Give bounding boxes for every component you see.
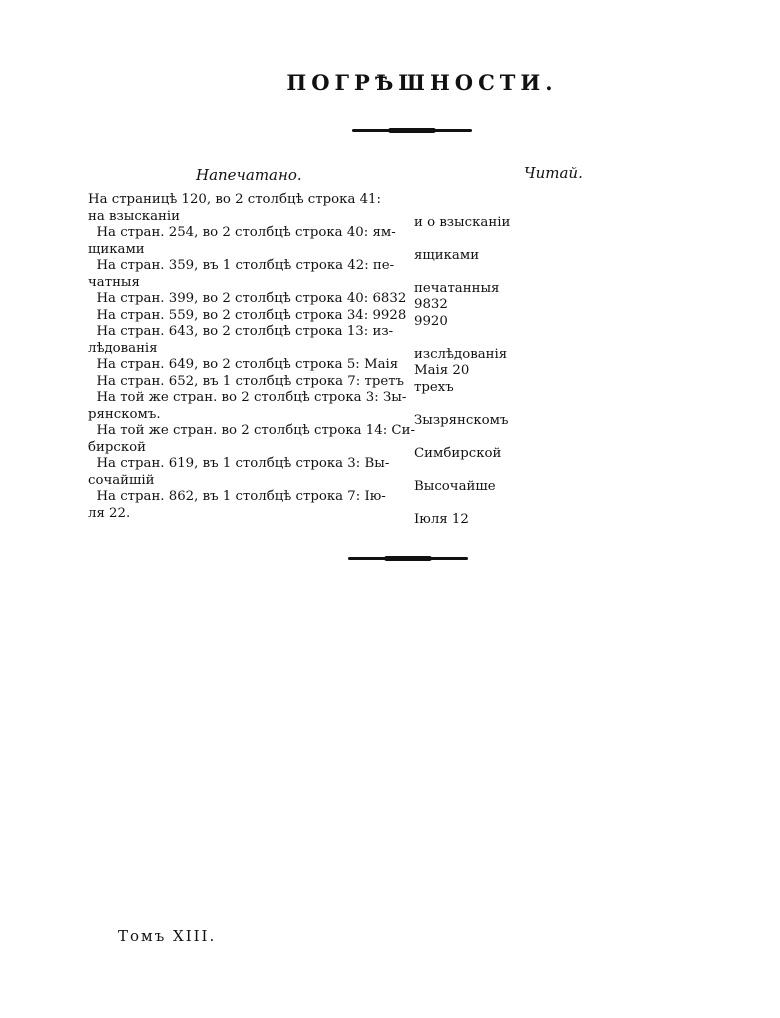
printed-line: чатныя xyxy=(88,274,140,290)
corrected-entry: изслѣдованія xyxy=(414,346,508,362)
printed-line: На стран. 254, во 2 столбцѣ строка 40: ям- xyxy=(88,225,396,240)
printed-line: на взысканіи xyxy=(88,208,181,224)
corrected-entry: трехъ xyxy=(414,379,454,395)
printed-line: На стран. 652, въ 1 столбцѣ строка 7: третъ xyxy=(88,373,405,389)
corrected-entry: Маія 20 xyxy=(414,363,470,378)
printed-line: На стран. 619, въ 1 столбцѣ строка 3: Вы- xyxy=(88,456,390,471)
printed-line: На той же стран. во 2 столбцѣ строка 14: Си- xyxy=(88,423,415,438)
printed-line: щиками xyxy=(88,241,145,257)
printed-column xyxy=(88,192,415,522)
printed-column-header: Напечатано. xyxy=(196,166,302,184)
corrected-entry: Іюля 12 xyxy=(414,511,469,527)
printed-line: На стран. 649, во 2 столбцѣ строка 5: Маія xyxy=(88,357,399,372)
printed-line: На страницѣ 120, во 2 столбцѣ строка 41: xyxy=(88,192,381,207)
printed-line: На стран. 862, въ 1 столбцѣ строка 7: Ію- xyxy=(88,489,386,504)
corrected-entry: Симбирской xyxy=(414,445,502,461)
printed-line: На стран. 399, во 2 столбцѣ строка 40: 6832 xyxy=(88,291,407,306)
corrected-entry: печатанныя xyxy=(414,280,500,296)
corrected-entry: 9920 xyxy=(414,313,448,329)
read-column-header: Читай. xyxy=(524,164,583,182)
volume-footer: Томъ XIII. xyxy=(118,927,217,945)
corrected-entry: ящиками xyxy=(414,247,480,263)
printed-line: сочайшій xyxy=(88,472,155,488)
printed-line: На стран. 559, во 2 столбцѣ строка 34: 9928 xyxy=(88,307,407,323)
printed-line: На стран. 359, въ 1 столбцѣ строка 42: пе- xyxy=(88,258,395,273)
title-divider xyxy=(352,129,472,132)
printed-line: лѣдованія xyxy=(88,340,158,356)
corrected-entry: 9832 xyxy=(414,297,448,312)
bottom-divider xyxy=(348,557,468,560)
page-title: ПОГРѢШНОСТИ. xyxy=(286,70,558,95)
printed-line: На той же стран. во 2 столбцѣ строка 3: Зы- xyxy=(88,390,407,405)
printed-line: бирской xyxy=(88,439,147,455)
corrected-entry: Высочайше xyxy=(414,478,496,494)
printed-line: рянскомъ. xyxy=(88,406,161,422)
corrected-entry: и о взысканіи xyxy=(414,214,511,230)
printed-line: ля 22. xyxy=(88,505,131,521)
printed-line: На стран. 643, во 2 столбцѣ строка 13: из- xyxy=(88,324,394,339)
corrected-entry: Зызрянскомъ xyxy=(414,412,509,428)
